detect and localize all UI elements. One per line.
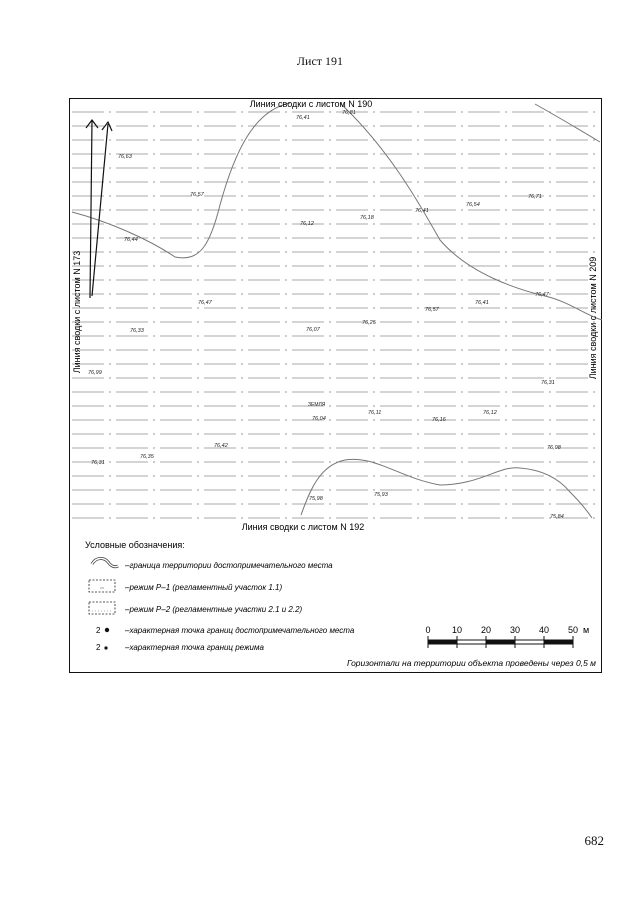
scale-tick-label: 20 bbox=[480, 625, 492, 635]
elevation-label: 76,41 bbox=[475, 300, 489, 306]
marker-number: 2 bbox=[96, 643, 101, 652]
elevation-label: 76,63 bbox=[118, 154, 132, 160]
left-sheet-label: Линия сводки с листом N 173 bbox=[72, 250, 82, 374]
regime-p2-icon bbox=[89, 602, 115, 614]
regime-point-icon bbox=[104, 646, 107, 649]
legend-item-boundary: –граница территории достопримечательного места bbox=[125, 561, 333, 570]
contour-line bbox=[301, 459, 592, 518]
scale-tick-label: 40 bbox=[538, 625, 550, 635]
legend-item-regime-p2: –режим Р–2 (регламентные участки 2.1 и 2.2) bbox=[125, 605, 303, 614]
elevation-label: 75,84 bbox=[550, 514, 564, 520]
top-sheet-label: Линия сводки с листом N 190 bbox=[249, 99, 373, 109]
elevation-label: 76,33 bbox=[130, 328, 144, 334]
elevation-label: 76,04 bbox=[312, 416, 326, 422]
marker-number: 2 bbox=[96, 626, 101, 635]
page-number: 682 bbox=[584, 833, 604, 848]
elevation-label: 76,25 bbox=[362, 320, 376, 326]
elevation-label: 76,57 bbox=[425, 307, 439, 313]
scale-unit: м bbox=[583, 625, 590, 635]
elevation-label: 76,18 bbox=[360, 215, 374, 221]
legend-item-boundary-point: –характерная точка границ достопримечательного места bbox=[125, 626, 355, 635]
elevation-label: 76,99 bbox=[88, 370, 102, 376]
elevation-label: 76,12 bbox=[483, 410, 497, 416]
elevation-label: 76,47 bbox=[198, 300, 212, 306]
elevation-label: 76,81 bbox=[342, 110, 356, 116]
elevation-label: 76,42 bbox=[214, 443, 228, 449]
elevation-label: 76,41 bbox=[296, 115, 310, 121]
legend-title: Условные обозначения: bbox=[85, 540, 185, 550]
elevation-label: 76,41 bbox=[415, 208, 429, 214]
elevation-label: 76,71 bbox=[528, 194, 542, 200]
elevation-label: 75,98 bbox=[309, 496, 323, 502]
note-label: ЗЕМЛЯ bbox=[308, 402, 326, 408]
north-arrow-icon bbox=[86, 120, 112, 298]
scale-tick-label: 50 bbox=[567, 625, 579, 635]
elevation-labels bbox=[88, 110, 564, 520]
bottom-sheet-label: Линия сводки с листом N 192 bbox=[241, 522, 365, 532]
elevation-label: 76,47 bbox=[535, 292, 549, 298]
scale-tick-label: 10 bbox=[451, 625, 463, 635]
elevation-label: 76,11 bbox=[368, 410, 382, 416]
elevation-label: 75,93 bbox=[374, 492, 388, 498]
right-sheet-label: Линия сводки с листом N 209 bbox=[588, 256, 598, 380]
elevation-label: 76,16 bbox=[432, 417, 446, 423]
scale-bar bbox=[425, 625, 589, 648]
legend-item-regime-p1: –режим Р–1 (регламентный участок 1.1) bbox=[125, 583, 283, 592]
scale-tick-label: 0 bbox=[425, 625, 431, 635]
elevation-label: 76,54 bbox=[466, 202, 480, 208]
contour-line bbox=[535, 104, 600, 142]
boundary-point-icon bbox=[105, 628, 109, 632]
elevation-label: 76,08 bbox=[547, 445, 561, 451]
elevation-label: 76,07 bbox=[306, 327, 320, 333]
regime-p1-icon bbox=[89, 580, 115, 592]
legend-item-regime-point: –характерная точка границ режима bbox=[125, 643, 264, 652]
elevation-label: 76,31 bbox=[541, 380, 555, 386]
elevation-label: 76,35 bbox=[140, 454, 154, 460]
contour-line bbox=[340, 103, 602, 320]
elevation-label: 76,57 bbox=[190, 192, 204, 198]
elevation-label: 76,12 bbox=[300, 221, 314, 227]
elevation-label: 76,31 bbox=[91, 460, 105, 466]
elevation-label: 76,44 bbox=[124, 237, 138, 243]
scale-tick-label: 30 bbox=[509, 625, 521, 635]
legend bbox=[85, 540, 355, 652]
sheet-title: Лист 191 bbox=[296, 54, 344, 68]
contour-interval-note: Горизонтали на территории объекта проведены через 0,5 м bbox=[346, 658, 596, 668]
